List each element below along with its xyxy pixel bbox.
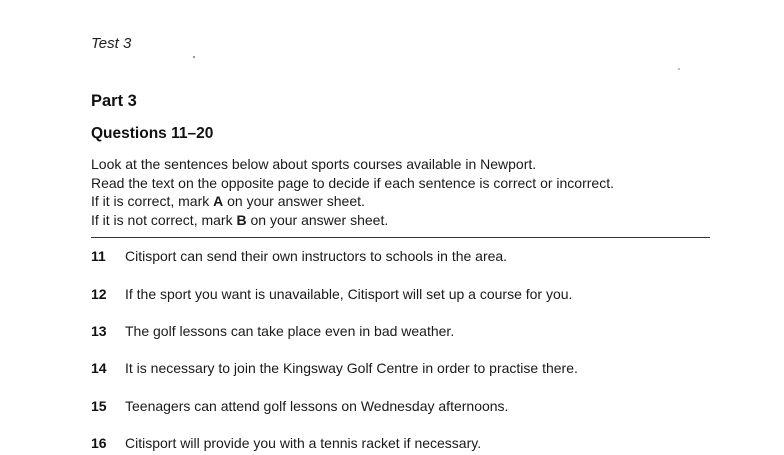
question-number: 16 [91, 435, 107, 451]
answer-letter-a: A [213, 193, 224, 209]
question-text: Citisport will provide you with a tennis racket if necessary. [125, 435, 482, 451]
scan-speck [678, 68, 680, 70]
instruction-text: on your answer sheet. [223, 193, 365, 209]
answer-letter-b: B [236, 211, 247, 228]
instruction-text: If it is not correct, mark [91, 211, 237, 228]
instruction-line [91, 211, 614, 230]
question-number: 15 [91, 398, 107, 414]
divider-rule [91, 237, 710, 238]
question-number: 11 [91, 248, 106, 264]
question-text: It is necessary to join the Kingsway Golf Centre in order to practise there. [125, 360, 578, 376]
question-text: Teenagers can attend golf lessons on Wednesday afternoons. [125, 398, 509, 414]
question-number: 14 [91, 360, 107, 376]
question-text: The golf lessons can take place even in bad weather. [125, 323, 455, 339]
test-label: Test 3 [91, 35, 132, 52]
instruction-line [91, 192, 614, 211]
question-text: Citisport can send their own instructors to schools in the area. [125, 248, 508, 264]
instruction-line: Read the text on the opposite page to decide if each sentence is correct or incorrect. [91, 174, 614, 191]
questions-title: Questions 11–20 [91, 125, 214, 142]
instruction-text: If it is correct, mark [91, 193, 214, 209]
question-text: If the sport you want is unavailable, Citisport will set up a course for you. [125, 286, 573, 302]
instruction-line: Look at the sentences below about sports courses available in Newport. [91, 156, 537, 172]
question-number: 13 [91, 323, 107, 339]
instruction-text: on your answer sheet. [246, 211, 389, 228]
question-number: 12 [91, 286, 107, 302]
instructions [91, 155, 614, 229]
scan-speck [193, 56, 195, 58]
part-title: Part 3 [91, 92, 137, 110]
